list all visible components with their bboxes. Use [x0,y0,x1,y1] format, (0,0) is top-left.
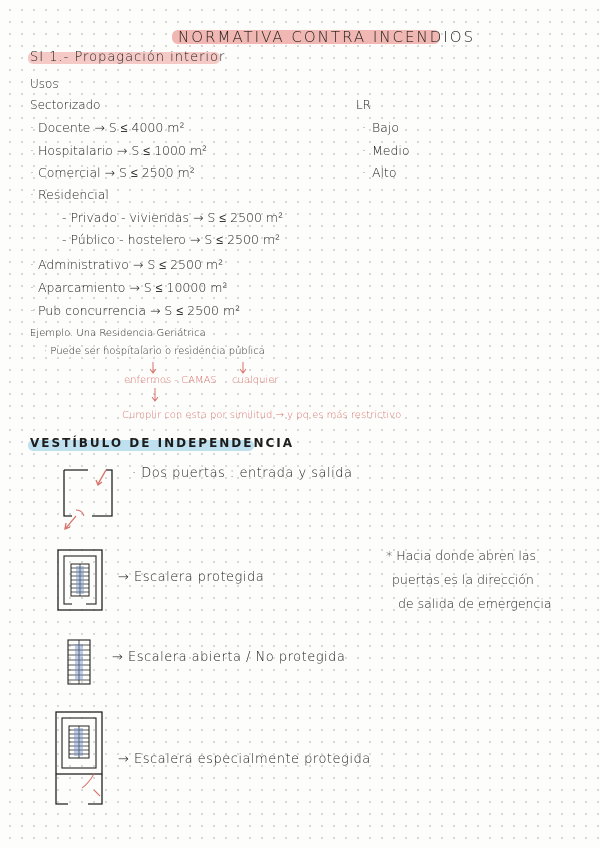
lr-label: LR [356,98,372,112]
bullet: · [30,303,34,318]
example-heading: Ejemplo. Una Residencia Geriátrica [30,328,206,339]
bullet: · [30,143,34,158]
usos-label: Usos [30,77,59,91]
escalera-especialmente-protegida-drawing [54,710,112,810]
vestibulo-heading: VESTÍBULO DE INDEPENDENCIA [30,436,295,450]
use-residencial: Residencial [38,187,109,202]
use-hospitalario: Hospitalario → S ≤ 1000 m² [38,143,208,158]
bullet: · [362,143,366,158]
stair-label-protegida: → Escalera protegida [118,570,265,585]
lr-medio: Medio [372,143,410,158]
bullet: · [30,257,34,272]
escalera-abierta-drawing [62,636,102,690]
bullet: · [362,120,366,135]
sectorizado-label: Sectorizado [30,98,101,112]
note-line-2: puertas es la dirección [392,572,534,587]
bullet: · [30,165,34,180]
use-docente: Docente → S ≤ 4000 m² [38,120,185,135]
page-title: NORMATIVA CONTRA INCENDIOS [178,28,476,46]
lr-bajo: Bajo [372,120,399,135]
bullet: · [362,165,366,180]
vestibulo-room-drawing [56,464,126,530]
use-comercial: Comercial → S ≤ 2500 m² [38,165,195,180]
bullet: · [30,120,34,135]
lr-alto: Alto [372,165,397,180]
bullet: · [30,280,34,295]
stair-label-abierta: → Escalera abierta / No protegida [112,650,346,665]
stair-label-especialmente-protegida: → Escalera especialmente protegida [118,752,371,767]
bullet: · [30,187,34,202]
escalera-protegida-drawing [56,548,112,614]
use-aparcamiento: Aparcamiento → S ≤ 10000 m² [38,280,228,295]
example-conclusion: Cumplir con esta por similitud → y pq es más restrictivo [122,410,402,421]
use-pub-concurrencia: Pub concurrencia → S ≤ 2500 m² [38,303,241,318]
vestibulo-dos-puertas: · Dos puertas : entrada y salida [132,466,353,481]
note-line-3: de salida de emergencia [398,596,552,611]
example-cualquier: cualquier [232,375,279,386]
example-enfermos: enfermos - CAMAS [124,375,217,386]
note-line-1: * Hacia donde abren las [386,548,537,563]
residencial-publico: - Público - hostelero → S ≤ 2500 m² [62,232,281,247]
use-administrativo: Administrativo → S ≤ 2500 m² [38,257,224,272]
example-line: · Puede ser hospitalario o residencia pública [44,346,265,357]
residencial-privado: - Privado - viviendas → S ≤ 2500 m² [62,210,284,225]
section-heading: SI 1.- Propagación interior [30,50,226,65]
